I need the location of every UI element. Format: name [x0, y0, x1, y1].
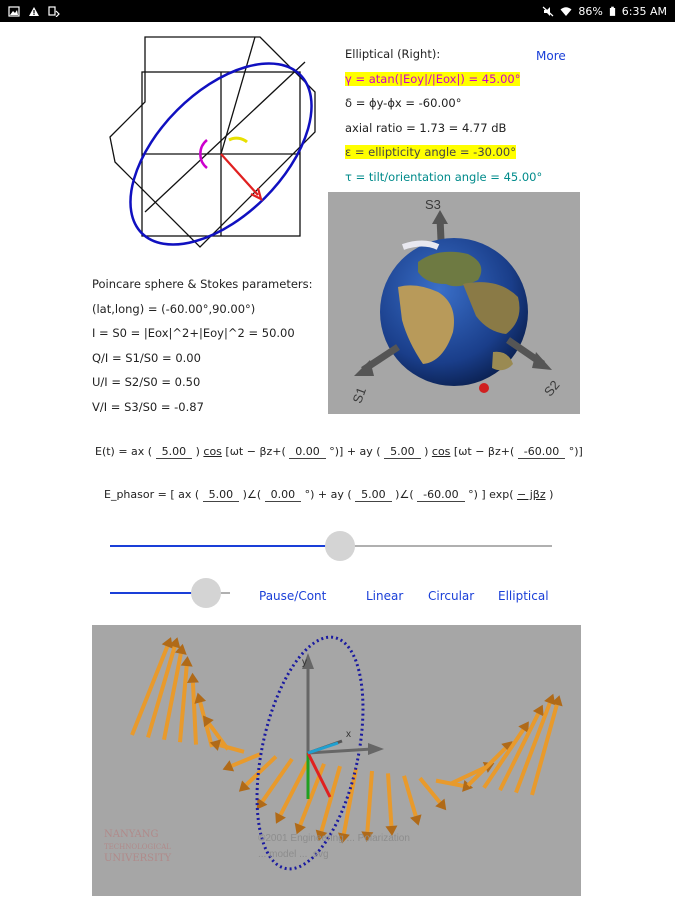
phasor-ay-phase-input[interactable]: -60.00 [417, 488, 464, 502]
poincare-sphere-graphic [328, 192, 580, 414]
stokes-q-value: Q/I = S1/S0 = 0.00 [92, 350, 201, 365]
speed-slider[interactable] [110, 577, 230, 609]
stokes-parameters [92, 272, 313, 419]
clock: 6:35 AM [621, 4, 667, 18]
slider-thumb[interactable] [191, 578, 221, 608]
equation-text: °)] + ay ( [329, 445, 381, 458]
field-arrow-shaft [404, 776, 416, 816]
equation-text: °)] [568, 445, 583, 458]
battery-level: 86% [578, 4, 603, 18]
slider-thumb[interactable] [325, 531, 355, 561]
wave-3d-view[interactable] [92, 625, 581, 896]
phasor-equation [104, 488, 553, 502]
credit-line2: ... model ... .svg [258, 849, 329, 860]
field-arrow-shaft [367, 771, 372, 832]
field-arrow-shaft [180, 666, 187, 742]
equation-text: )∠( [242, 488, 262, 501]
cos-toggle-x[interactable]: cos [203, 445, 222, 458]
field-arrow-shaft [388, 773, 391, 826]
ax-phase-input[interactable]: 0.00 [289, 445, 326, 459]
x-axis-label: x [346, 729, 351, 740]
horizontal-axis-arrowhead [368, 743, 384, 755]
polarization-info [345, 42, 542, 189]
battery-icon [609, 6, 616, 17]
poincare-sphere-view[interactable] [328, 192, 580, 414]
field-arrow-head [187, 673, 199, 683]
stokes-v-value: V/I = S3/S0 = -0.87 [92, 399, 204, 414]
tau-value: τ = tilt/orientation angle = 45.00° [345, 169, 543, 184]
equation-text: ) [195, 445, 200, 458]
field-arrow-shaft [164, 654, 181, 740]
ice-cap [403, 244, 438, 248]
epsilon-arc [229, 138, 247, 142]
equation-text: ) [549, 488, 554, 501]
equation-text: E(t) = ax ( [95, 445, 153, 458]
logo-line3: UNIVERSITY [104, 853, 172, 864]
stokes-title: Poincare sphere & Stokes parameters: [92, 277, 313, 291]
phasor-ay-amplitude-input[interactable]: 5.00 [355, 488, 392, 502]
s1-axis-label: S1 [349, 385, 370, 406]
circular-button[interactable]: Circular [428, 589, 475, 603]
more-button[interactable]: More [536, 49, 566, 63]
time-domain-equation [95, 445, 583, 459]
logo-line1: NANYANG [104, 829, 159, 840]
s3-arrowhead [432, 210, 448, 224]
pause-continue-button[interactable]: Pause/Cont [259, 589, 327, 603]
field-arrow-head [410, 814, 422, 825]
s3-axis-label: S3 [425, 197, 441, 212]
phasor-ax-amplitude-input[interactable]: 5.00 [203, 488, 240, 502]
propagation-direction-toggle[interactable]: − jβz [517, 488, 546, 501]
field-vector-arrow [221, 154, 258, 195]
equation-text: ) [424, 445, 429, 458]
image-icon [8, 6, 20, 17]
stokes-u-value: U/I = S2/S0 = 0.50 [92, 375, 201, 389]
equation-text: °) + ay ( [304, 488, 352, 501]
field-arrow-head [194, 693, 206, 704]
cos-toggle-y[interactable]: cos [431, 445, 451, 458]
polarization-type: Elliptical (Right): [345, 47, 441, 61]
mute-icon [542, 6, 554, 17]
ay-amplitude-input[interactable]: 5.00 [384, 445, 421, 459]
y-axis-label: y [302, 657, 307, 668]
axial-ratio-value: axial ratio = 1.73 = 4.77 dB [345, 120, 507, 135]
ay-phase-input[interactable]: -60.00 [518, 445, 565, 459]
rotated-box [110, 37, 315, 247]
wave-position-slider[interactable] [110, 530, 552, 562]
field-arrow-shaft [193, 683, 196, 745]
elliptical-button[interactable]: Elliptical [498, 589, 549, 603]
delta-value: δ = ϕy-ϕx = -60.00° [345, 96, 462, 110]
wave-3d-graphic [92, 625, 581, 896]
latlong-value: (lat,long) = (-60.00°,90.00°) [92, 301, 256, 316]
status-bar [0, 0, 675, 22]
linear-button[interactable]: Linear [366, 589, 404, 603]
field-arrows [132, 637, 563, 843]
logo-line2: TECHNOLOGICAL [104, 843, 171, 851]
field-arrow-head [181, 656, 193, 666]
equation-text: [ωt − βz+( [225, 445, 286, 458]
s2-axis-label: S2 [540, 377, 563, 400]
epsilon-value: ε = ellipticity angle = -30.00° [345, 145, 516, 159]
polarization-point [479, 383, 489, 393]
phasor-ax-phase-input[interactable]: 0.00 [265, 488, 302, 502]
field-arrow-shaft [232, 754, 260, 766]
ax-amplitude-input[interactable]: 5.00 [156, 445, 193, 459]
download-icon [48, 6, 60, 17]
field-arrow-shaft [246, 757, 276, 785]
diagonal-line [221, 37, 255, 154]
stokes-i-value: I = S0 = |Eox|^2+|Eoy|^2 = 50.00 [92, 326, 295, 340]
gamma-value: γ = atan(|Eoy|/|Eox|) = 45.00° [345, 71, 521, 86]
slider-track [340, 545, 552, 547]
equation-text: °) ] exp( [468, 488, 514, 501]
equation-text: E_phasor = [ ax ( [104, 488, 200, 501]
total-field-vector [308, 753, 330, 797]
polarization-ellipse-diagram [105, 32, 335, 252]
equation-text: [ωt − βz+( [453, 445, 515, 458]
major-axis-line [145, 62, 305, 212]
field-arrow-shaft [219, 745, 244, 752]
app-content [0, 22, 675, 900]
wifi-icon [560, 6, 572, 17]
warning-icon [28, 6, 40, 17]
slider-track-filled [110, 545, 340, 547]
equation-text: )∠( [395, 488, 414, 501]
credit-line1: ©2001 Engineering ... Polarization [258, 833, 410, 844]
